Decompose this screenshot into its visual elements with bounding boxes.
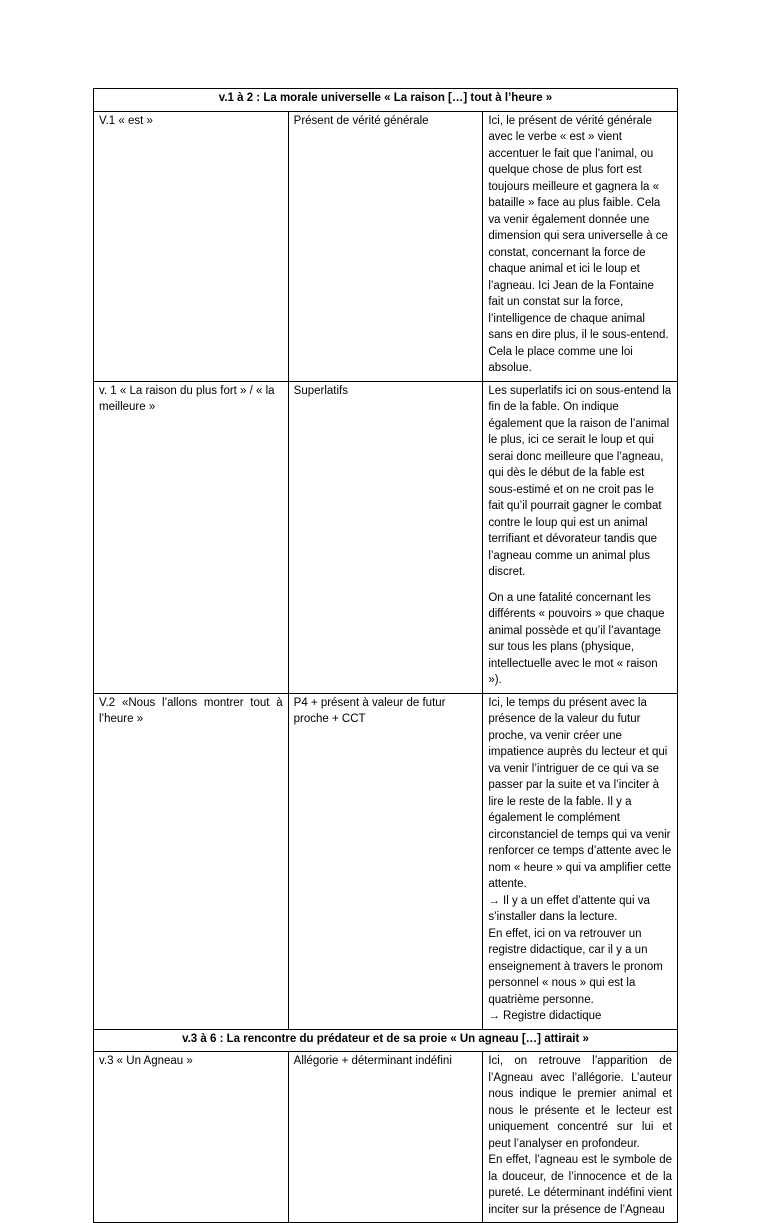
table-row (94, 693, 678, 1029)
analysis-paragraph: On a une fatalité concernant les différents « pouvoirs » que chaque animal possède et qu’il l’avantage sur tous les plans (physique, intellectuelle avec le mot « raison »). (488, 591, 665, 686)
analysis-paragraph: Ici, le présent de vérité générale avec le verbe « est » vient accentuer le fait que l’animal, ou quelque chose de plus fort est toujours meilleure et gagnera la « bataille » face au plus faible. Cela va venir également donnée une dimension qui sera universelle à ce constat, concernant la force de chaque animal et ici le loup et l’agneau. Ici Jean de la Fontaine fait un constat sur la force, l’intelligence de chaque animal sans en dire plus, il le sous-entend. Cela le place comme une loi absolue. (488, 114, 669, 374)
section-title: v.3 à 6 : La rencontre du prédateur et de sa proie « Un agneau […] attirait » (94, 1029, 678, 1052)
device-cell: P4 + présent à valeur de futur proche + CCT (288, 693, 483, 1029)
verse-cell: V.1 « est » (94, 111, 289, 381)
device-cell: Allégorie + déterminant indéfini (288, 1052, 483, 1223)
device-cell: Présent de vérité générale (288, 111, 483, 381)
analysis-cell (483, 381, 678, 693)
analysis-conclusion: → Registre didactique (488, 1010, 602, 1022)
analysis-paragraph: Les superlatifs ici on sous-entend la fin de la fable. On indique également que la raison de l’animal le plus, ici ce serait le loup et qui serai donc meilleure que l’agneau, qui dès le début de la fable est sous-estimé et on ne croit pas le fait qu’il pourrait gagner le combat contre le loup qui est un animal terrifiant et dévorateur tandis que l’agneau comme un animal plus discret. (488, 384, 672, 578)
section-header-row (94, 89, 678, 112)
table-row (94, 1052, 678, 1223)
analysis-paragraph: En effet, l’agneau est le symbole de la douceur, de l’innocence et de la pureté. Le déterminant indéfini vient inciter sur la présence de l’Agneau (488, 1154, 672, 1216)
device-cell: Superlatifs (288, 381, 483, 693)
analysis-table (93, 88, 678, 1223)
table-row (94, 111, 678, 381)
analysis-paragraph: En effet, ici on va retrouver un registre didactique, car il y a un enseignement à travers le pronom personnel « nous » qui est la quatrième personne. (488, 927, 663, 1006)
analysis-cell (483, 693, 678, 1029)
verse-cell: v. 1 « La raison du plus fort » / « la meilleure » (94, 381, 289, 693)
verse-cell: v.3 « Un Agneau » (94, 1052, 289, 1223)
section-title: v.1 à 2 : La morale universelle « La raison […] tout à l’heure » (94, 89, 678, 112)
analysis-paragraph: Ici, on retrouve l’apparition de l’Agneau avec l’allégorie. L’auteur nous indique le premier animal et nous le présente et le lecteur est uniquement concentré sur lui et peut l’analyser en profondeur. (488, 1055, 672, 1150)
analysis-cell (483, 1052, 678, 1223)
analysis-paragraph: Ici, le temps du présent avec la présence de la valeur du futur proche, va venir créer une impatience auprès du lecteur et qui va venir l’intriguer de ce qui va se passer par la suite et va l’inciter à lire le reste de la fable. Il y a également le complément circonstanciel de temps qui va venir renforcer ce temps d’attente avec le nom « heure » qui va amplifier cette attente. (488, 696, 672, 890)
section-header-row (94, 1029, 678, 1052)
analysis-cell (483, 111, 678, 381)
analysis-conclusion: → Il y a un effet d’attente qui va s’installer dans la lecture. (488, 894, 650, 923)
verse-cell: V.2 «Nous l’allons montrer tout à l’heure » (94, 693, 289, 1029)
table-row (94, 381, 678, 693)
